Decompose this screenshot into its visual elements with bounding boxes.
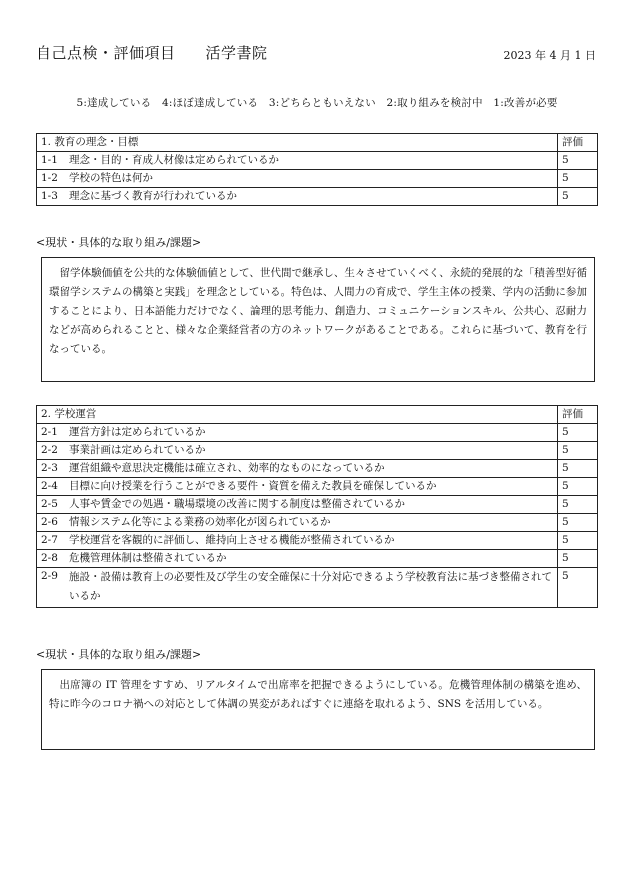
item-number: 2-2 [37,442,64,460]
item-text: 施設・設備は教育上の必要性及び学生の安全確保に十分対応できるよう学校教育法に基づき整備されているか [63,568,558,608]
table-row [37,152,598,170]
item-score: 5 [558,460,598,478]
item-score: 5 [558,568,598,608]
item-number: 2-1 [37,424,64,442]
score-header: 評価 [558,134,598,152]
item-number: 1-3 [37,188,64,206]
table-header-row [37,406,598,424]
item-number: 2-5 [37,496,64,514]
table-row [37,170,598,188]
item-text: 運営方針は定められているか [63,424,558,442]
item-score: 5 [558,478,598,496]
item-number: 2-6 [37,514,64,532]
item-score: 5 [558,170,598,188]
item-score: 5 [558,532,598,550]
score-header: 評価 [558,406,598,424]
section-header: 1. 教育の理念・目標 [37,134,558,152]
item-score: 5 [558,550,598,568]
item-score: 5 [558,188,598,206]
item-text: 目標に向け授業を行うことができる要件・資質を備えた教員を確保しているか [63,478,558,496]
section-header: 2. 学校運営 [37,406,558,424]
item-score: 5 [558,424,598,442]
item-text: 情報システム化等による業務の効率化が図られているか [63,514,558,532]
item-number: 2-3 [37,460,64,478]
item-number: 2-4 [37,478,64,496]
item-number: 1-1 [37,152,64,170]
table-row [37,496,598,514]
item-number: 2-8 [37,550,64,568]
table-header-row [37,134,598,152]
item-number: 2-7 [37,532,64,550]
rating-legend: 5:達成している 4:ほぼ達成している 3:どちらともいえない 2:取り組みを検討中 1:改善が必要 [76,97,558,109]
table-row [37,550,598,568]
table-row [37,568,598,608]
table-row [37,478,598,496]
document-date: 2023 年 4 月 1 日 [503,49,596,62]
page-title [36,42,268,63]
status-box: 留学体験価値を公共的な体験価値として、世代間で継承し、生々させていくべく、永続的発展的な「積善型好循環留学システムの構築と実践」を理念としている。特色は、人間力の育成で、学生主体の授業、学内の活動に参加することにより、日本語能力だけでなく、論理的思考能力、創造力、コミュニケーションスキル、公共心、忍耐力などが高められることと、様々な企業経営者の方のネットワークがあることである。これらに基づいて、教育を行なっている。 [41,257,595,382]
table-row [37,532,598,550]
item-score: 5 [558,514,598,532]
item-text: 学校運営を客観的に評価し、維持向上させる機能が整備されているか [63,532,558,550]
table-row [37,514,598,532]
table-row [37,188,598,206]
item-text: 危機管理体制は整備されているか [63,550,558,568]
item-text: 事業計画は定められているか [63,442,558,460]
table-row [37,424,598,442]
table-row [37,442,598,460]
item-number: 2-9 [37,568,64,608]
status-box: 出席簿の IT 管理をすすめ、リアルタイムで出席率を把握できるようにしている。危機管理体制の構築を進め、特に昨今のコロナ禍への対応として体調の異変があればすぐに連絡を取れるよう、SNS を活用している。 [41,669,595,750]
section-2-table [36,405,598,608]
status-label: <現状・具体的な取り組み/課題> [36,648,202,661]
item-text: 学校の特色は何か [63,170,558,188]
school-name: 活学書院 [205,44,268,62]
item-text: 理念に基づく教育が行われているか [63,188,558,206]
title-text: 自己点検・評価項目 [36,44,176,62]
section-1-table [36,133,598,206]
item-text: 理念・目的・育成人材像は定められているか [63,152,558,170]
item-score: 5 [558,442,598,460]
item-score: 5 [558,152,598,170]
item-number: 1-2 [37,170,64,188]
item-text: 運営組織や意思決定機能は確立され、効率的なものになっているか [63,460,558,478]
item-text: 人事や賃金での処遇・職場環境の改善に関する制度は整備されているか [63,496,558,514]
status-label: <現状・具体的な取り組み/課題> [36,236,202,249]
item-score: 5 [558,496,598,514]
table-row [37,460,598,478]
